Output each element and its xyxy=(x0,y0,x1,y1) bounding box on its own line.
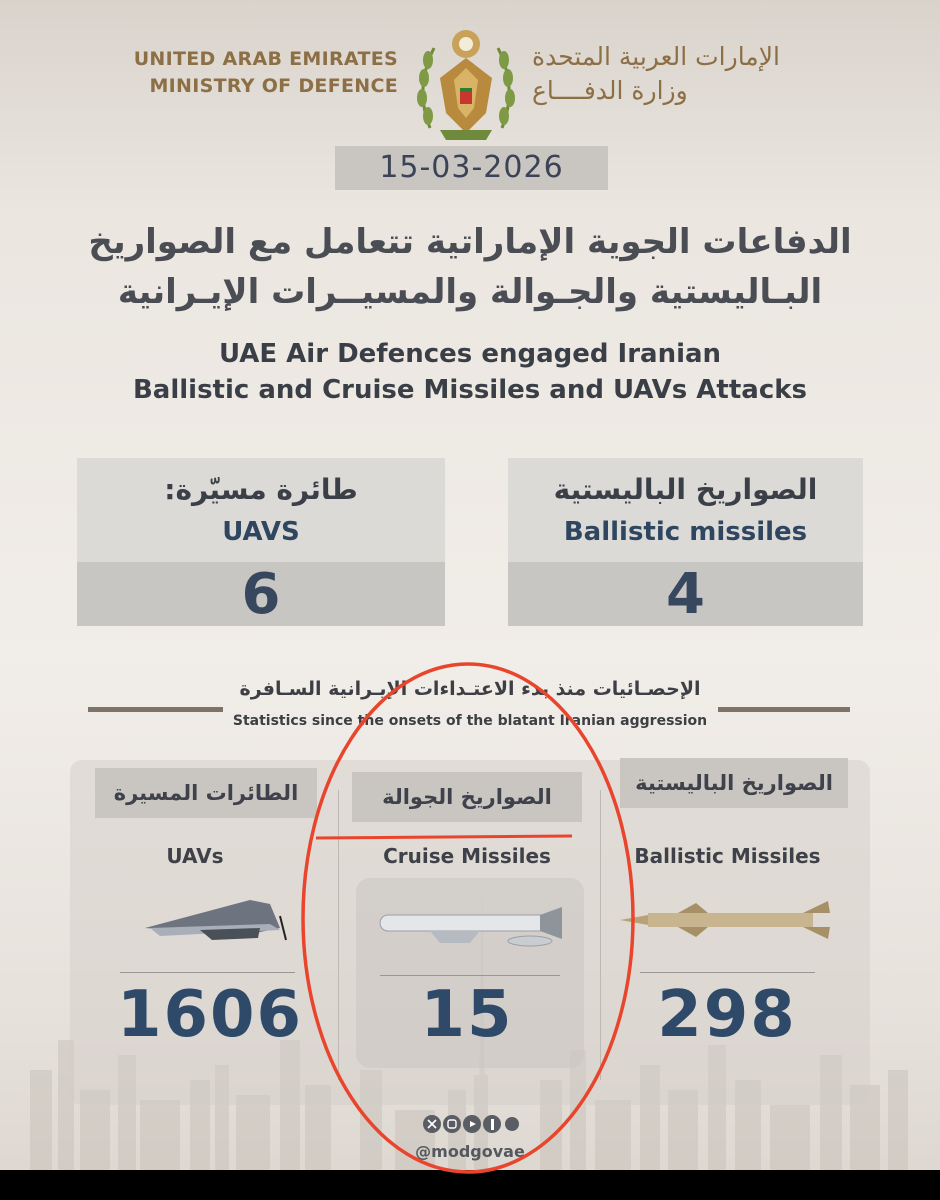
card-label-ar: طائرة مسيّرة: xyxy=(164,473,358,506)
title-english-line1: UAE Air Defences engaged Iranian xyxy=(218,339,722,369)
card-label-en: UAVS xyxy=(222,517,300,547)
stat-uavs-label-en: UAVs xyxy=(166,844,224,868)
social-media-icons xyxy=(420,1112,520,1136)
header-en-country: UNITED ARAB EMIRATES xyxy=(133,48,398,70)
stat-uavs-value: 1606 xyxy=(116,978,304,1052)
ballistic-missile-icon xyxy=(618,898,833,942)
stat-cruise-label-en: Cruise Missiles xyxy=(383,844,551,868)
uae-falcon-emblem-icon xyxy=(410,18,522,144)
header-english xyxy=(134,46,398,100)
bottom-black-bar xyxy=(0,1170,940,1200)
drone-icon xyxy=(140,888,290,958)
card-value: 6 xyxy=(77,562,445,626)
stat-ballistic-label-ar: الصواريخ الباليستية xyxy=(620,758,848,808)
stats-heading-en: Statistics since the onsets of the blatant Iranian aggression xyxy=(232,713,708,729)
divider-right xyxy=(718,707,850,712)
divider-left xyxy=(88,707,223,712)
header-arabic xyxy=(532,40,780,108)
cruise-missile-icon xyxy=(370,895,570,955)
card-label-ar: الصواريخ الباليستية xyxy=(553,473,818,506)
stat-uavs-divider xyxy=(120,972,295,973)
card-label-en: Ballistic missiles xyxy=(563,517,808,547)
card-ballistic-today xyxy=(508,458,863,626)
title-english-line2: Ballistic and Cruise Missiles and UAVs Attacks xyxy=(132,375,808,405)
header-en-ministry: MINISTRY OF DEFENCE xyxy=(149,75,398,97)
stat-ballistic-divider xyxy=(640,972,815,973)
stat-uavs-label-ar: الطائرات المسيرة xyxy=(95,768,317,818)
card-value: 4 xyxy=(508,562,863,626)
column-separator xyxy=(338,790,339,1080)
date-badge: 15-03-2026 xyxy=(335,146,608,190)
header-ar-country: الإمارات العربية المتحدة xyxy=(532,42,780,71)
header-ar-ministry: وزارة الدفــــاع xyxy=(532,76,688,105)
title-arabic-line2: البـاليستية والجـوالة والمسيــرات الإيـرانية xyxy=(117,272,823,312)
threads-icon xyxy=(505,1117,519,1131)
column-separator xyxy=(600,790,601,1080)
stat-ballistic-value: 298 xyxy=(657,978,797,1052)
social-handle: @modgovae xyxy=(415,1142,525,1161)
card-uavs-today xyxy=(77,458,445,626)
instagram-icon xyxy=(443,1115,461,1133)
stats-heading-ar: الإحصـائيات منذ بدء الاعتـداءات الإيـرانية السـافرة xyxy=(239,678,701,700)
stat-ballistic-label-en: Ballistic Missiles xyxy=(634,844,821,868)
stat-cruise-value: 15 xyxy=(420,978,514,1052)
stat-cruise-label-ar: الصواريخ الجوالة xyxy=(352,772,582,822)
title-arabic-line1: الدفاعات الجوية الإماراتية تتعامل مع الصواريخ xyxy=(88,222,852,262)
